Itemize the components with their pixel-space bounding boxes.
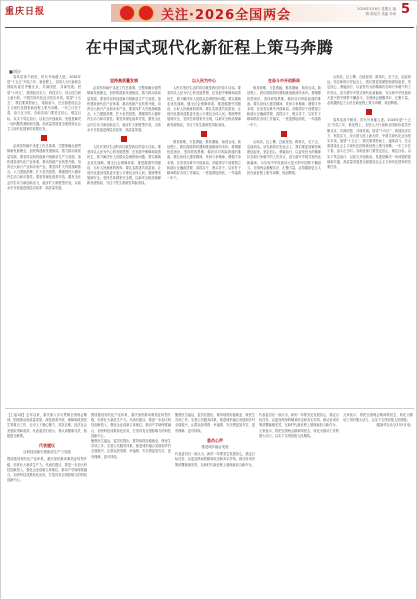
subhead: 坚持高质量发展 [110, 78, 138, 83]
section-marker-icon [201, 131, 207, 137]
headline: 在中国式现代化新征程上策马奔腾 [85, 38, 334, 57]
sidebar-heading: 委员心声 [207, 437, 223, 443]
paragraph: 聚焦民生福祉，委员们提出，要持续抓好稳就业、保民生各项工作，完善公共服务体系，推进城乡融合发展和乡村全面振兴，让群众获得感、幸福感、安全感更加充实、更有保障、更可持续。 [91, 439, 171, 459]
paragraph: 春风浩荡千帆竞，时代号角催人进。2026年是“十五五”开局之年，新征程上，全国人大代表和全国政协委员齐聚北京，共商国是、共谋发展。回望“十四五”，我国经济实力、科技实力、综合国力跃上新台阶，中国式现代化迈出坚实步伐。展望“十五五”，我们要乘势而上、接续奋斗，在全面建设社会主义现代化国家新征程上策马奔腾。一年之计在于春，奋斗正当时。各地各部门要坚定信心、锚定目标，以实干笃定前行，以担当开创新局。发展是解决一切问题的基础和关键。高质量发展是全面建设社会主义现代化国家的首要任务。 [7, 75, 81, 132]
paragraph: 代表委员们一致认为，新的一年要坚定发展信心，锚定目标任务，以更加昂扬的精神状态和务实作风，推动各项决策部署落地见效，在新时代新征程上展现新担当新作为。 [175, 452, 255, 467]
paragraph: 围绕建设现代化产业体系，重庆加快推动制造业转型升级，培育壮大新质生产力。代表们建议，要进一步加大科技创新投入，强化企业创新主体地位，推动产学研深度融合，加快科技成果转化应用，打造具有全国影响力的科技创新中心。 [91, 413, 171, 438]
paragraph: 人民对美好生活的向往就是我们的奋斗目标。要坚持以人民为中心的发展思想，在发展中保障和改善民生，着力解决好人民群众急难愁盼问题。要实施就业优先战略，健全社会保障体系，推进健康中国建设，办好人民满意的教育。要扎实推进共同富裕，让现代化建设成果更多更公平惠及全体人民。要统筹发展和安全，坚持总体国家安全观，以新安全格局保障新发展格局，守住不发生系统性风险底线。 [167, 86, 241, 127]
signature: （据新华社北京3月5日电） [373, 423, 413, 428]
paragraph: 大家表示，将把全国两会精神带回去，转化为推动工作的强大动力，以实干实绩回报人民期待。 [343, 413, 413, 423]
paragraph: 惟其艰难，方显勇毅；惟其磨砺，始得玉成。新征程上，我们面临的机遇和挑战都前所未有。要增强忧患意识，坚持底线思维，做好应对风险挑战的准备。要弘扬伟大建党精神，发扬斗争精神，增强斗争本领，在攻坚克难中开创新局。各级领导干部要树立和践行正确政绩观，真抓实干、埋头苦干，以钉钉子精神抓好各项工作落实，一张蓝图绘到底，一年接着一年干。 [247, 86, 321, 127]
date-line: 2026年3月6日 星期五 编辑 廖焰方 美编 李涛 [357, 7, 396, 17]
paragraph: 必须坚持稳中求进工作总基调，完整准确全面贯彻新发展理念，加快构建新发展格局，着力推动高质量发展。要坚持以科技创新引领新质生产力发展，加快建设现代化产业体系，推动传统产业转型升级，培育壮大新兴产业和未来产业。要坚持扩大内需战略基点，大力提振消费，扩大有效投资，增强国内大循环内生动力和可靠性。要坚持深化改革开放，激发全社会内生动力和创新活力，稳步扩大制度型开放，以高水平开放促进深层次改革、高质量发展。 [87, 86, 161, 132]
sidebar-column-5 [343, 413, 413, 595]
paragraph: 人民对美好生活的向往就是我们的奋斗目标。要坚持以人民为中心的发展思想，在发展中保障和改善民生，着力解决好人民群众急难愁盼问题。要实施就业优先战略，健全社会保障体系，推进健康中国建设，办好人民满意的教育。要扎实推进共同富裕，让现代化建设成果更多更公平惠及全体人民。要统筹发展和安全，坚持总体国家安全观，以新安全格局保障新发展格局，守住不发生系统性风险底线。 [87, 145, 161, 186]
section-marker-icon [41, 135, 47, 141]
sidebar-column-4 [259, 413, 339, 595]
sidebar-subheading: 以科技创新引领新质生产力发展 [23, 450, 71, 455]
sidebar-column-3 [175, 413, 255, 595]
section-marker-icon [281, 131, 287, 137]
subhead: 在奋斗中开创新局 [268, 78, 300, 83]
article-column-4 [247, 75, 321, 405]
sidebar-subheading: 推进城乡融合发展 [201, 445, 229, 450]
section-marker-icon [121, 136, 127, 142]
masthead [1, 1, 417, 25]
paragraph: 代表委员们一致认为，新的一年要坚定发展信心，锚定目标任务，以更加昂扬的精神状态和务实作风，推动各项决策部署落地见效，在新时代新征程上展现新担当新作为。 [259, 413, 339, 428]
paragraph: 必须坚持稳中求进工作总基调，完整准确全面贯彻新发展理念，加快构建新发展格局，着力推动高质量发展。要坚持以科技创新引领新质生产力发展，加快建设现代化产业体系，推动传统产业转型升级，培育壮大新兴产业和未来产业。要坚持扩大内需战略基点，大力提振消费，扩大有效投资，增强国内大循环内生动力和可靠性。要坚持深化改革开放，激发全社会内生动力和创新活力，稳步扩大制度型开放，以高水平开放促进深层次改革、高质量发展。 [7, 144, 81, 190]
article-column-1 [7, 75, 81, 405]
paragraph: 【上接1版】去年以来，重庆深入学习贯彻全国两会精神，围绕推动高质量发展、深化改革开放、保障和改善民生等重点工作，全市上下凝心聚力、攻坚克难，经济社会发展取得新成效。代表委员们表示，将认真履职尽责，积极建言献策。 [7, 413, 87, 438]
sidebar-column-2 [91, 413, 171, 595]
article-column-2 [87, 75, 161, 405]
section-divider [5, 408, 414, 409]
section-marker-icon [366, 109, 372, 115]
paragraph: 聚焦民生福祉，委员们提出，要持续抓好稳就业、保民生各项工作，完善公共服务体系，推进城乡融合发展和乡村全面振兴，让群众获得感、幸福感、安全感更加充实、更有保障、更可持续。 [175, 413, 255, 433]
paragraph: 山再高，往上攀，总能登顶；路再长，走下去，定能到达。站在新的历史起点上，我们要更加紧密地团结起来，坚定信心，勇毅前行，以奋发有为的精神状态和只争朝夕的工作劲头，奋力谱写中国式现代化新篇章，为实现中华民族伟大复兴的中国梦不懈奋斗。全国两会凝聚共识、汇聚力量，必将激励亿万人民在新征程上策马奔腾、再创辉煌。 [247, 139, 321, 176]
paragraph: 山再高，往上攀，总能登顶；路再长，走下去，定能到达。站在新的历史起点上，我们要更加紧密地团结起来，坚定信心，勇毅前行，以奋发有为的精神状态和只争朝夕的工作劲头，奋力谱写中国式现代化新篇章，为实现中华民族伟大复兴的中国梦不懈奋斗。全国两会凝聚共识、汇聚力量，必将激励亿万人民在新征程上策马奔腾、再创辉煌。 [327, 75, 411, 106]
paragraph: 惟其艰难，方显勇毅；惟其磨砺，始得玉成。新征程上，我们面临的机遇和挑战都前所未有。要增强忧患意识，坚持底线思维，做好应对风险挑战的准备。要弘扬伟大建党精神，发扬斗争精神，增强斗争本领，在攻坚克难中开创新局。各级领导干部要树立和践行正确政绩观，真抓实干、埋头苦干，以钉钉子精神抓好各项工作落实，一张蓝图绘到底，一年接着一年干。 [167, 139, 241, 181]
masthead-rule [5, 27, 414, 28]
section-title: 关注·2026全国两会 [161, 8, 292, 23]
paper-name: 重庆日报 [5, 7, 46, 17]
national-emblem-icon [119, 5, 135, 21]
paragraph: 春风浩荡千帆竞，时代号角催人进。2026年是“十五五”开局之年，新征程上，全国人大代表和全国政协委员齐聚北京，共商国是、共谋发展。回望“十四五”，我国经济实力、科技实力、综合国力跃上新台阶，中国式现代化迈出坚实步伐。展望“十五五”，我们要乘势而上、接续奋斗，在全面建设社会主义现代化国家新征程上策马奔腾。一年之计在于春，奋斗正当时。各地各部门要坚定信心、锚定目标，以实干笃定前行，以担当开创新局。发展是解决一切问题的基础和关键。高质量发展是全面建设社会主义现代化国家的首要任务。 [327, 118, 411, 170]
subhead: 以人民为中心 [192, 78, 216, 83]
page-number: 5 [400, 2, 410, 17]
sidebar-heading: 代表建议 [39, 443, 55, 449]
paragraph: 围绕建设现代化产业体系，重庆加快推动制造业转型升级，培育壮大新质生产力。代表们建议，要进一步加大科技创新投入，强化企业创新主体地位，推动产学研深度融合，加快科技成果转化应用，打造具有全国影响力的科技创新中心。 [7, 457, 87, 483]
byline: ■刘沙 [9, 69, 21, 74]
sidebar-column-1 [7, 413, 87, 595]
article-column-3 [167, 75, 241, 405]
paragraph: 大家表示，将把全国两会精神带回去，转化为推动工作的强大动力，以实干实绩回报人民期待。 [259, 428, 339, 438]
article-column-5 [327, 75, 411, 405]
cppcc-emblem-icon [138, 5, 154, 21]
